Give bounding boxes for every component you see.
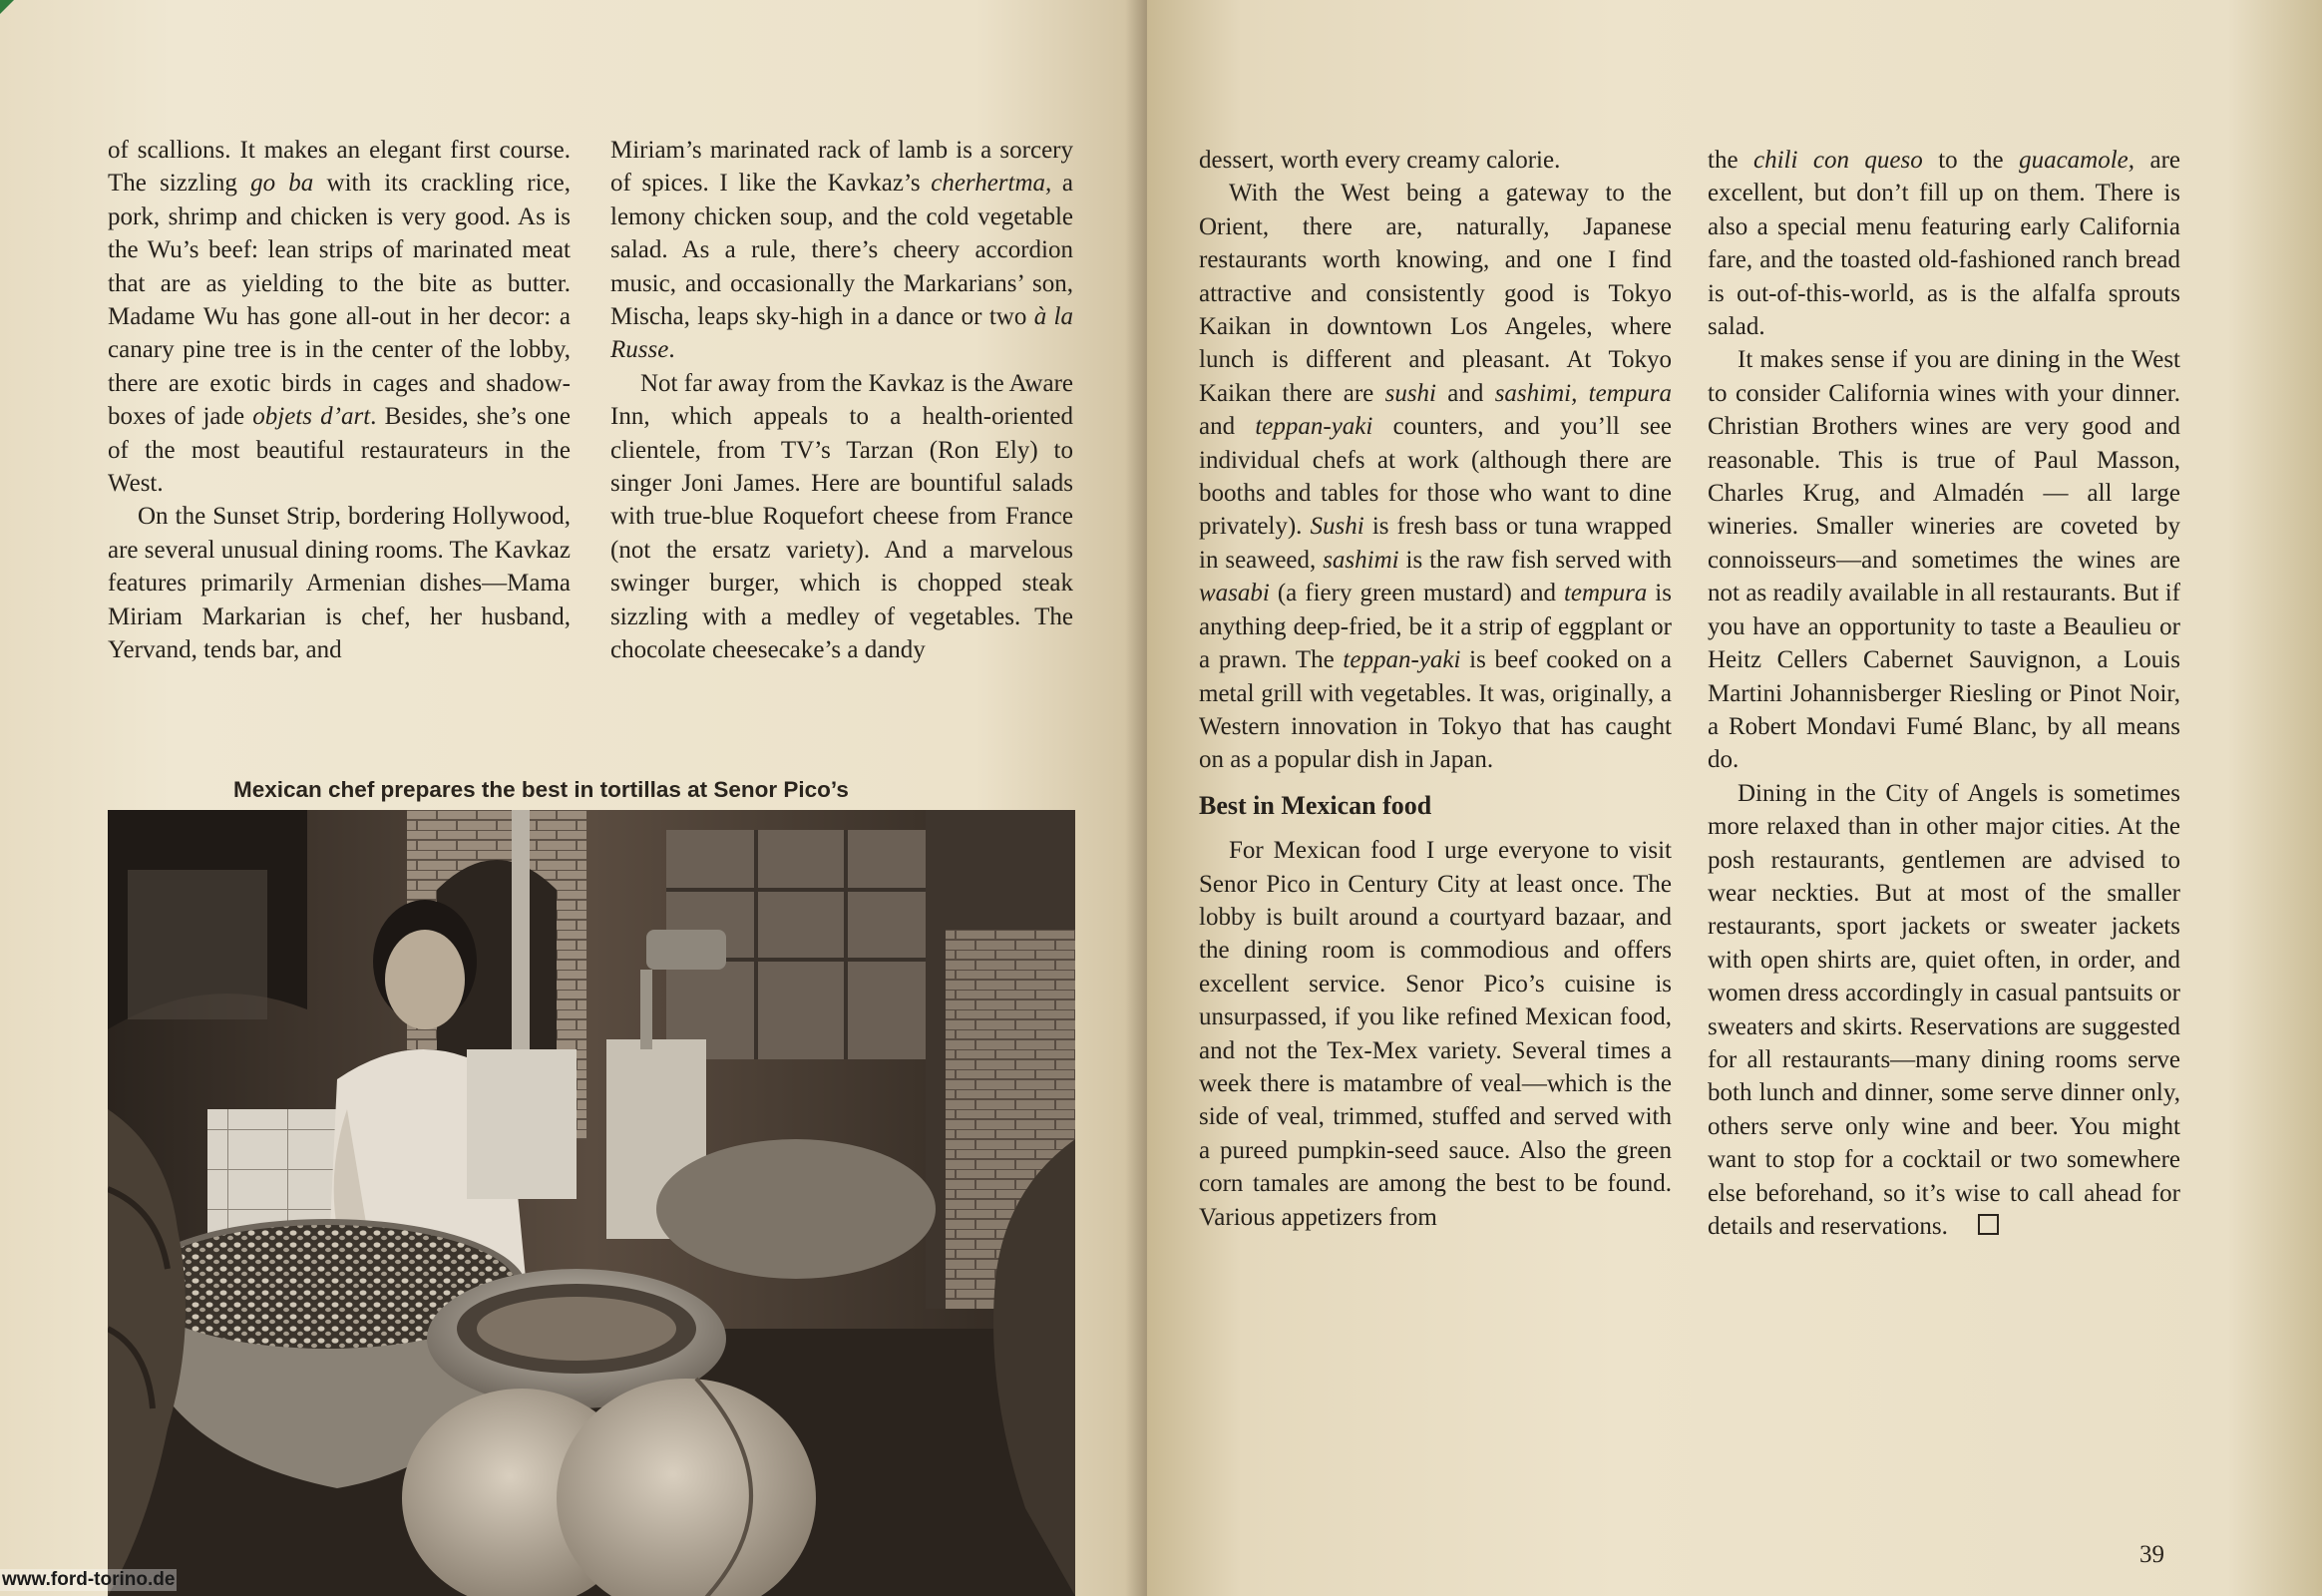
right-page [1147, 0, 2322, 1596]
paragraph: It makes sense if you are dining in the West to consider California wines with your dinner. Christian Brothers wines are very good and reasonable. This is true of Paul Masson, Charles Krug, and Almadén — all large wineries. Smaller wineries are coveted by connoisseurs—and sometimes the wines are not as readily available in all restaurants. But if you have an opportunity to taste a Beaulieu or Heitz Cellers Cabernet Sauvignon, a Louis Martini Johannisberger Riesling or Pinot Noir, a Robert Mondavi Fumé Blanc, by all means do. [1708, 346, 2180, 774]
chef-photo [108, 810, 1075, 1596]
paragraph: dessert, worth every creamy calorie. [1199, 147, 1561, 174]
paragraph: of scallions. It makes an elegant first course. The sizzling go ba with its crackling rice, pork, shrimp and chicken is very good. As is the Wu’s beef: lean strips of marinated meat that are as yielding to the bite as butter. Madame Wu has gone all-out in her decor: a canary pine tree is in the center of the lobby, there are exotic birds in cages and shadow-boxes of jade objets d’art. Besides, she’s one of the most beautiful restaurateurs in the West. [108, 137, 571, 498]
corner-mark-icon [0, 0, 14, 14]
paragraph: Miriam’s marinated rack of lamb is a sorcery of spices. I like the Kavkaz’s cherhertma, a lemony chicken soup, and the cold vegetable salad. As a rule, there’s cheery accordion music, and occasionally the Markarians’ son, Mischa, leaps sky-high in a dance or two à la Russe. [610, 137, 1074, 364]
right-column-1-text [1199, 144, 1672, 777]
paragraph: Not far away from the Kavkaz is the Aware Inn, which appeals to a health-oriented clientele, from TV’s Tarzan (Ron Ely) to singer Joni James. Here are bountiful salads with true-blue Roquefort cheese from France (not the ersatz variety). And a marvelous swinger burger, which is chopped steak sizzling with a medley of vegetables. The chocolate cheesecake’s a dandy [610, 369, 1073, 664]
left-column-1 [108, 134, 571, 667]
right-column-2 [1708, 144, 2180, 1243]
paragraph: On the Sunset Strip, bordering Hollywood, are several unusual dining rooms. The Kavkaz features primarily Armenian dishes—Mama Miriam Markarian is chef, her husband, Yervand, tends bar, and [108, 503, 571, 664]
paragraph: For Mexican food I urge everyone to visit Senor Pico in Century City at least once. The lobby is built around a courtyard bazaar, and the dining room is commodious and offers excellent service. Senor Pico’s cuisine is unsurpassed, if you like refined Mexican food, and not the Tex-Mex variety. Several times a week there is matambre of veal—which is the side of veal, trimmed, stuffed and served with a pureed pumpkin-seed sauce. Also the green corn tamales are among the best to be found. Various appetizers from [1199, 837, 1672, 1231]
right-column-1 [1199, 144, 1672, 1234]
paragraph: With the West being a gateway to the Orient, there are, naturally, Japanese restaurants worth knowing, and one I find attractive and consistently good is Tokyo Kaikan in downtown Los Angeles, where lunch is different and pleasant. At Tokyo Kaikan there are sushi and sashimi, tempura and teppan-yaki counters, and you’ll see individual chefs at work (although there are booths and tables for those who want to dine privately). Sushi is fresh bass or tuna wrapped in seaweed, sashimi is the raw fish served with wasabi (a fiery green mustard) and tempura is anything deep-fried, be it a strip of eggplant or a prawn. The teppan-yaki is beef cooked on a metal grill with vegetables. It was, originally, a Western innovation in Tokyo that has caught on as a popular dish in Japan. [1199, 180, 1672, 774]
section-heading: Best in Mexican food [1199, 790, 1432, 820]
paragraph: Dining in the City of Angels is sometimes more relaxed than in other major cities. At the posh restaurants, gentlemen are advised to wear neckties. But at most of the smaller restaurants, sport jackets or sweater jackets with open shirts are, quiet often, in order, and women dress accordingly in casual pantsuits or sweaters and skirts. Reservations are suggested for all restaurants—many dining rooms serve both lunch and dinner, some serve dinner only, others serve only wine and beer. You might want to stop for a cocktail or two somewhere else beforehand, so it’s wise to call ahead for details and reservations. [1708, 779, 2180, 1240]
left-page [0, 0, 1147, 1596]
left-column-2 [610, 134, 1073, 667]
site-watermark: www.ford-torino.de [2, 1569, 176, 1590]
end-mark-icon [1978, 1214, 1999, 1235]
right-column-1-mexican [1199, 834, 1672, 1234]
paragraph: the chili con queso to the guacamole, are excellent, but don’t fill up on them. There is also a special menu featuring early California fare, and the toasted old-fashioned ranch bread is out-of-this-world, as is the alfalfa sprouts salad. [1708, 147, 2180, 341]
page-number: 39 [2139, 1541, 2164, 1568]
photo-caption: Mexican chef prepares the best in tortillas at Senor Pico’s [233, 777, 849, 802]
